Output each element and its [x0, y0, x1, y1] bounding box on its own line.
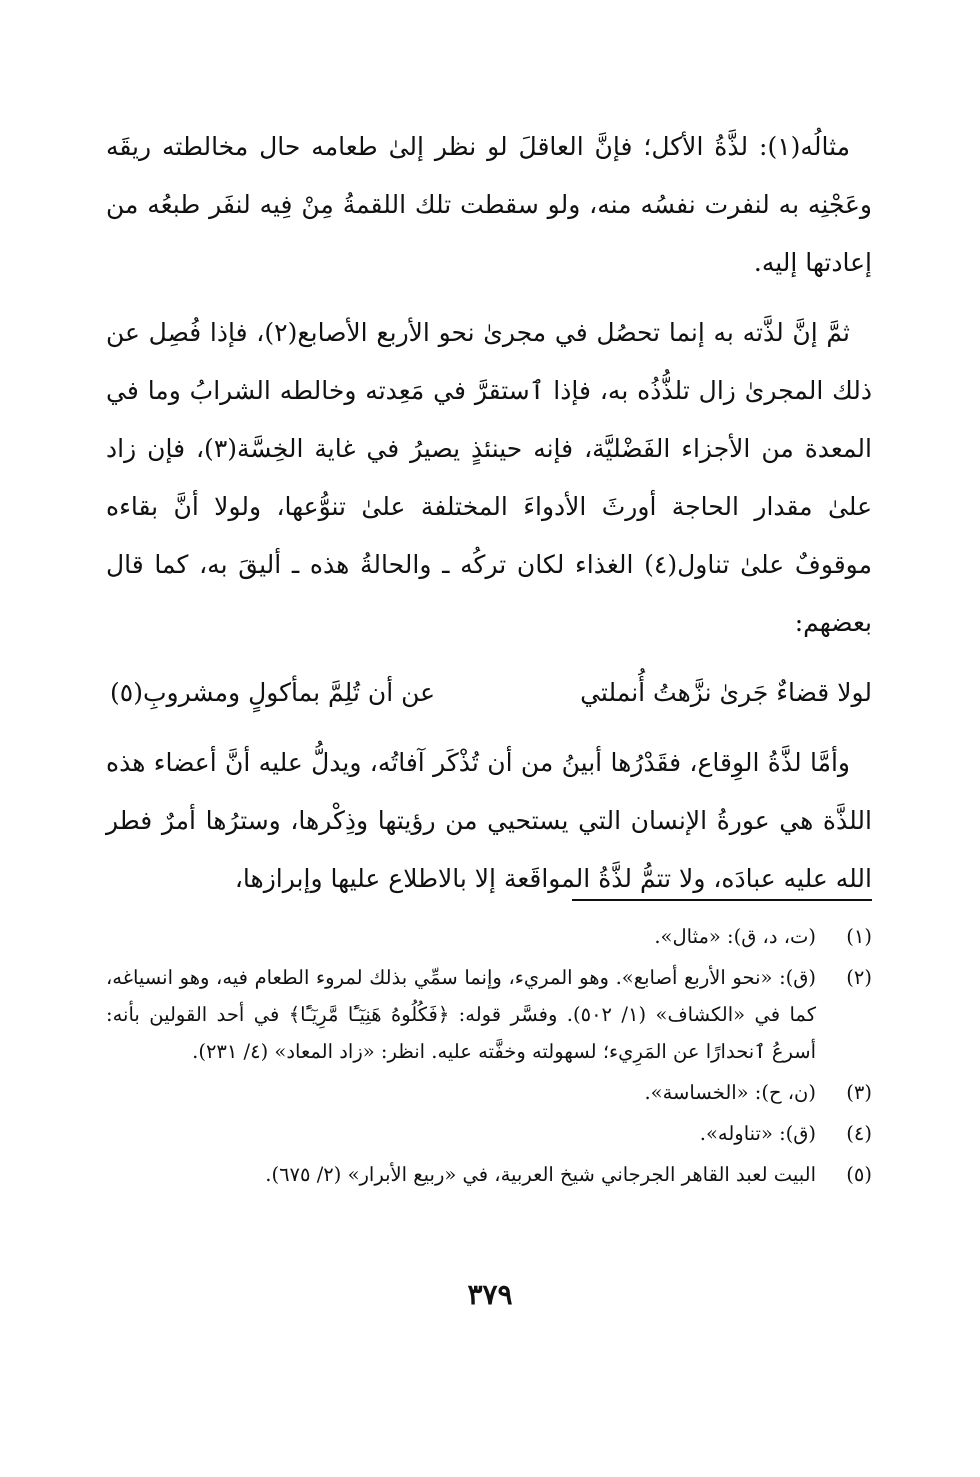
footnote-number: (٥) [846, 1163, 872, 1186]
footnote-number: (١) [846, 925, 872, 948]
paragraph-2: ثمَّ إنَّ لذَّته به إنما تحصُل في مجرىٰ نحو الأربع الأصابع(٢)، فإذا فُصِل عن ذلك المجرىٰ زال تلذُّذُه به، فإذا ٱستقرَّ في مَعِدته وخالطه الشرابُ وما في المعدة من الأجزاء الفَضْليَّة، فإنه حينئذٍ يصيرُ في غاية الخِسَّة(٣)، فإن زاد علىٰ مقدار الحاجة أورثَ الأدواءَ المختلفة علىٰ تنوُّعها، ولولا أنَّ بقاءه موقوفٌ علىٰ تناول(٤) الغذاء لكان تركُه ـ والحالةُ هذه ـ أليقَ به، كما قال بعضهم: [106, 318, 872, 637]
footnote-text: (ت، د، ق): «مثال». [654, 925, 816, 948]
footnote-item [106, 1074, 872, 1111]
paragraph-3: وأمَّا لذَّةُ الوِقاع، فقَدْرُها أبينُ من أن تُذْكَر آفاتُه، ويدلُّ عليه أنَّ أعضاء هذه اللذَّة هي عورةُ الإنسان التي يستحيي من رؤيتها وذِكْرها، وسترُها أمرٌ فطر الله عليه عبادَه، ولا تتمُّ لذَّةُ المواقَعة إلا بالاطلاع عليها وإبرازها، [106, 748, 872, 893]
footnote-number: (٤) [846, 1122, 872, 1145]
footnote-text: (ق): «تناوله». [699, 1122, 816, 1145]
footnotes [106, 918, 872, 1193]
footnote-text: (ن، ح): «الخساسة». [644, 1081, 816, 1104]
footnote-item [106, 959, 872, 1070]
footnote-number: (٢) [846, 966, 872, 989]
main-text [106, 118, 872, 908]
footnote-text: (ق): «نحو الأربع أصابع». وهو المريء، وإنما سمِّي بذلك لمروء الطعام فيه، وهو انسياغه، كما في «الكشاف» (١/ ٥٠٢). وفسَّر قوله: ﴿فَكُلُوهُ هَنِيٓـًٔا مَّرِيٓـًٔا﴾ في أحد القولين بأنه: أسرعُ ٱنحدارًا عن المَرِيء؛ لسهولته وخفَّته عليه. انظر: «زاد المعاد» (٤/ ٢٣١). [106, 966, 816, 1063]
footnote-text: البيت لعبد القاهر الجرجاني شيخ العربية، في «ربيع الأبرار» (٢/ ٦٧٥). [265, 1163, 816, 1186]
poetry-verse [106, 664, 872, 722]
footnote-item [106, 1115, 872, 1152]
paragraph-1: مثالُه(١): لذَّةُ الأكل؛ فإنَّ العاقلَ لو نظر إلىٰ طعامه حال مخالطته ريقَه وعَجْنِه به لنفرت نفسُه منه، ولو سقطت تلك اللقمةُ مِنْ فِيه لنفَر طبعُه من إعادتها إليه. [106, 132, 872, 277]
footnote-item [106, 1156, 872, 1193]
page-number: ٣٧٩ [467, 1278, 513, 1311]
footnote-number: (٣) [846, 1081, 872, 1104]
verse-right-hemistich: لولا قضاءٌ جَرىٰ نزَّهتُ أُنملتي [580, 678, 872, 707]
footnote-item [106, 918, 872, 955]
verse-left-hemistich: عن أن تُلِمَّ بمأكولٍ ومشروبِ(٥) [110, 678, 436, 707]
footnote-separator [572, 899, 872, 901]
